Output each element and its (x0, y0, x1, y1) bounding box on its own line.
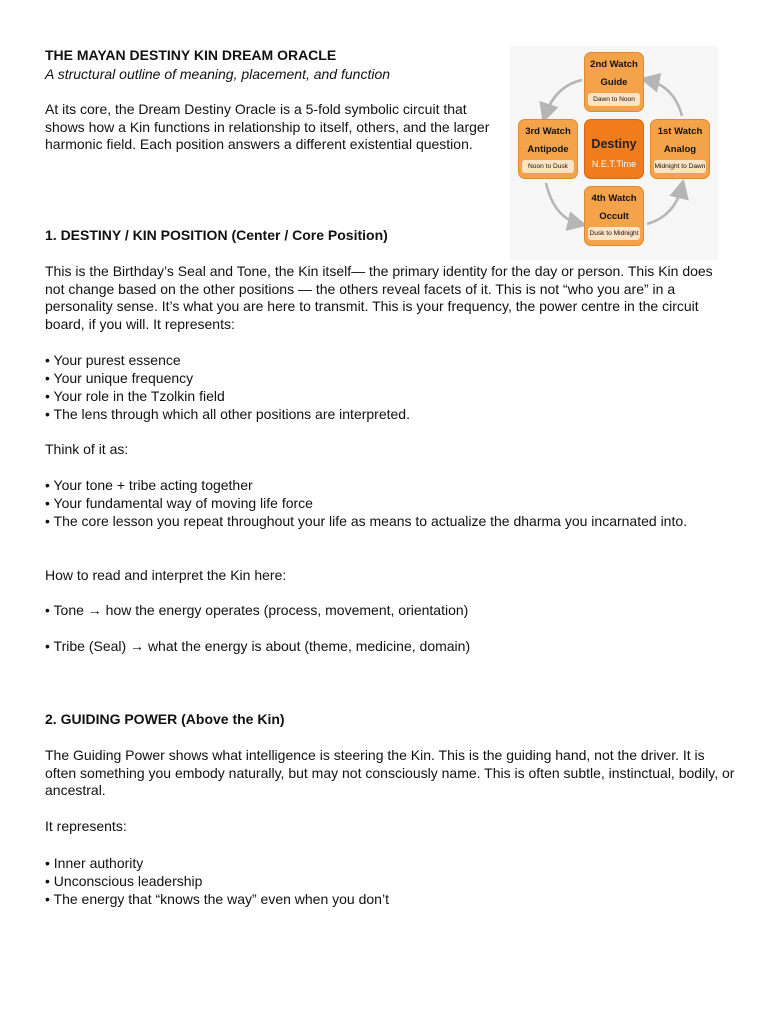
section-2-list (45, 854, 735, 908)
section-1-paragraph: This is the Birthday’s Seal and Tone, the Kin itself— the primary identity for the day or person. This Kin does not change based on the other positions — the others reveal facets of it. This is not “who you are” in a personality sense. It’s what you are here to transmit. This is your frequency, the power centre in the circuit board, if you will. It represents: (45, 263, 713, 332)
tile-time: Midnight to Dawn (654, 160, 706, 173)
section-2-paragraph: The Guiding Power shows what intelligence is steering the Kin. This is the guiding hand, not the driver. It is often something you embody naturally, but may not consciously name. This is often subtle, instinctual, bodily, or ancestral. (45, 747, 735, 798)
list-item: • The energy that “knows the way” even when you don’t (45, 890, 735, 908)
tone-text: Tone → how the energy operates (process, movement, orientation) (53, 602, 469, 618)
arrow-bottom-right (647, 186, 682, 224)
list-item: • Your fundamental way of moving life force (45, 494, 735, 512)
arrow-right-top (647, 80, 682, 116)
section-2-heading: 2. GUIDING POWER (Above the Kin) (45, 711, 285, 727)
list-item: • Your tone + tribe acting together (45, 476, 735, 494)
tile-title: 2nd Watch (590, 59, 638, 70)
tile-2nd-watch-guide (584, 52, 644, 112)
tile-name: Antipode (527, 144, 569, 155)
tribe-text: Tribe (Seal) → what the energy is about (theme, medicine, domain) (53, 638, 471, 654)
list-item: • The core lesson you repeat throughout your life as means to actualize the dharma you incarnated into. (45, 512, 735, 530)
document-subtitle: A structural outline of meaning, placement, and function (45, 66, 391, 82)
oracle-diagram (510, 46, 718, 260)
tile-time: Dawn to Noon (588, 93, 640, 106)
tile-title: Destiny (591, 137, 637, 151)
tile-3rd-watch-antipode (518, 119, 578, 179)
tile-subtitle: N.E.T.Time (591, 159, 637, 169)
tile-time: Noon to Dusk (522, 160, 574, 173)
list-item: • Your unique frequency (45, 369, 735, 387)
tile-1st-watch-analog (650, 119, 710, 179)
tile-name: Occult (599, 211, 629, 222)
tile-4th-watch-occult (584, 186, 644, 246)
tile-title: 4th Watch (591, 193, 637, 204)
section-1-heading: 1. DESTINY / KIN POSITION (Center / Core Position) (45, 227, 388, 243)
think-of-it-label: Think of it as: (45, 441, 129, 457)
tile-name: Guide (600, 77, 628, 88)
tile-name: Analog (663, 144, 697, 155)
arrow-top-left (545, 80, 582, 116)
it-represents-label: It represents: (45, 818, 127, 834)
tile-time: Dusk to Midnight (588, 227, 640, 240)
tile-title: 3rd Watch (525, 126, 571, 137)
tile-destiny-center (584, 119, 644, 179)
tribe-line: • Tribe (Seal) → what the energy is about (theme, medicine, domain) (45, 638, 471, 654)
section-1-list-think (45, 476, 735, 530)
list-item: • Your purest essence (45, 351, 735, 369)
list-item: • Unconscious leadership (45, 872, 735, 890)
intro-paragraph: At its core, the Dream Destiny Oracle is a 5-fold symbolic circuit that shows how a Kin functions in relationship to itself, others, and the larger harmonic field. Each position answers a different existential question. (45, 101, 490, 152)
tone-line: • Tone → how the energy operates (process, movement, orientation) (45, 602, 469, 618)
list-item: • Your role in the Tzolkin field (45, 387, 735, 405)
list-item: • Inner authority (45, 854, 735, 872)
list-item: • The lens through which all other positions are interpreted. (45, 405, 735, 423)
tile-title: 1st Watch (657, 126, 703, 137)
arrow-left-bottom (546, 183, 580, 224)
section-1-list-represents (45, 351, 735, 423)
document-title: THE MAYAN DESTINY KIN DREAM ORACLE (45, 47, 337, 63)
how-to-read-label: How to read and interpret the Kin here: (45, 567, 287, 583)
